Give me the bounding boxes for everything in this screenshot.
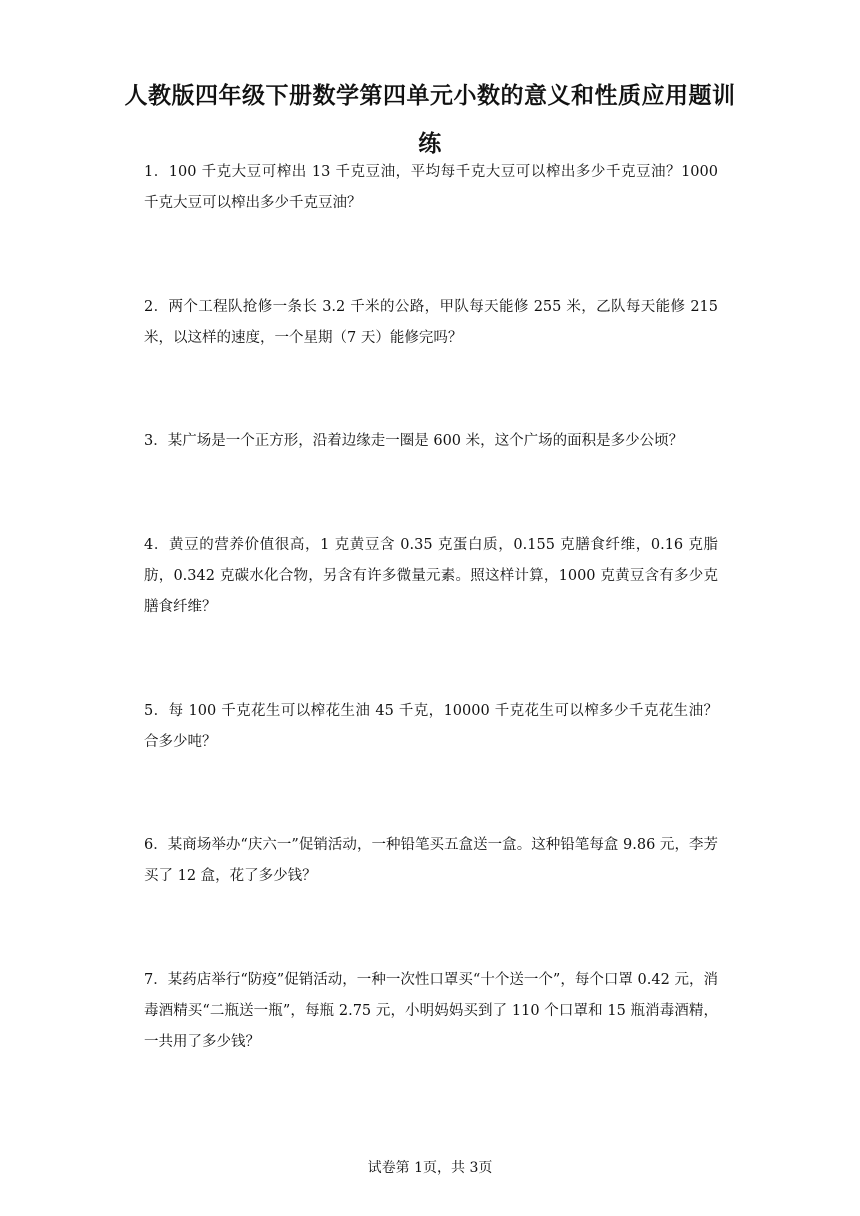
question-number: 5．: [144, 703, 169, 719]
page-footer: 试卷第 1页，共 3页: [367, 1160, 493, 1176]
question-6: [144, 830, 718, 892]
question-text: 某商场举办“庆六一”促销活动，一种铅笔买五盒送一盒。这种铅笔每盒 9.86 元，李芳买了 12 盒，花了多少钱？: [144, 837, 718, 884]
question-7: [144, 965, 718, 1058]
question-number: 1．: [144, 164, 169, 180]
question-text: 每 100 千克花生可以榨花生油 45 千克，10000 千克花生可以榨多少千克花生油？合多少吨？: [144, 703, 719, 750]
question-text: 某广场是一个正方形，沿着边缘走一圈是 600 米，这个广场的面积是多少公顷？: [167, 433, 684, 449]
question-3: [144, 426, 718, 457]
question-number: 6．: [144, 837, 168, 853]
question-number: 7．: [144, 972, 168, 988]
question-text: 某药店举行“防疫”促销活动，一种一次性口罩买“十个送一个”，每个口罩 0.42 元，消毒酒精买“二瓶送一瓶”，每瓶 2.75 元，小明妈妈买到了 110 个口罩和 15 瓶消毒酒精，一共用了多少钱？: [144, 972, 718, 1050]
question-text: 100 千克大豆可榨出 13 千克豆油，平均每千克大豆可以榨出多少千克豆油？1000 千克大豆可以榨出多少千克豆油？: [144, 164, 718, 211]
question-text: 黄豆的营养价值很高，1 克黄豆含 0.35 克蛋白质，0.155 克膳食纤维，0.16 克脂肪，0.342 克碳水化合物，另含有许多微量元素。照这样计算，1000 克黄豆含有多少克膳食纤维？: [144, 537, 718, 615]
question-1: [144, 157, 718, 219]
question-number: 3．: [144, 433, 168, 449]
question-5: [144, 696, 718, 758]
question-number: 2．: [144, 299, 169, 315]
question-4: [144, 530, 718, 623]
question-text: 两个工程队抢修一条长 3.2 千米的公路，甲队每天能修 255 米，乙队每天能修 215 米，以这样的速度，一个星期（7 天）能修完吗？: [144, 299, 718, 346]
page-title: 人教版四年级下册数学第四单元小数的意义和性质应用题训练: [124, 83, 736, 157]
question-number: 4．: [144, 537, 169, 553]
question-2: [144, 292, 718, 354]
